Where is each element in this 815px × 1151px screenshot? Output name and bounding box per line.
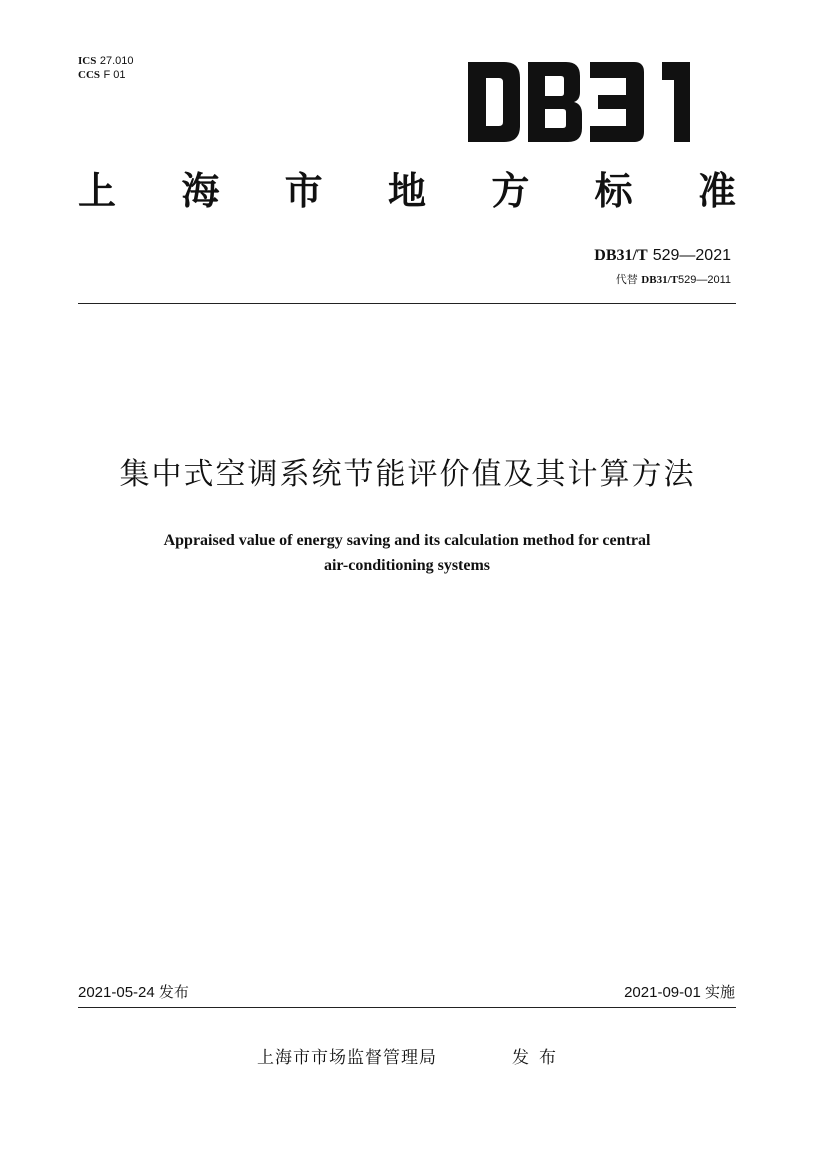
standard-number-prefix: DB31/T	[594, 247, 648, 264]
logo-letter-d	[468, 62, 520, 142]
replaces-label: 代替	[615, 273, 638, 286]
logo-letter-b	[528, 62, 582, 142]
issuing-authority: 上海市市场监督管理局	[257, 1048, 437, 1068]
ics-code: 27.010	[99, 55, 134, 67]
ccs-code-row	[78, 68, 134, 82]
document-title-chinese: 集中式空调系统节能评价值及其计算方法	[119, 457, 696, 492]
ics-label: ICS	[78, 55, 97, 67]
logo-digit-3	[590, 62, 644, 142]
authority-title	[78, 166, 736, 216]
ccs-code: F 01	[103, 69, 126, 81]
db31-logo	[466, 62, 692, 142]
logo-digit-1	[662, 62, 690, 142]
english-title-line-1: Appraised value of energy saving and its calculation method for central	[163, 532, 651, 549]
implementation-date: 2021-09-01 实施	[624, 984, 735, 1001]
english-title-line-2: air-conditioning systems	[323, 557, 491, 574]
authority-title-char: 海	[181, 169, 220, 213]
authority-title-char: 地	[387, 169, 426, 213]
replaces-standard	[616, 272, 731, 288]
issue-date: 2021-05-24 发布	[78, 984, 189, 1001]
footer-divider	[78, 1007, 736, 1008]
ics-code-row	[78, 54, 134, 68]
authority-title-char: 准	[697, 169, 736, 213]
document-title-english	[78, 528, 736, 578]
authority-title-char: 市	[284, 169, 323, 213]
classification-codes	[78, 54, 134, 82]
ccs-label: CCS	[78, 69, 101, 81]
authority-title-char: 方	[491, 169, 530, 213]
issuing-action: 发布	[512, 1048, 566, 1068]
authority-title-char: 上	[78, 169, 117, 213]
standard-number	[594, 245, 731, 266]
header-divider	[78, 303, 736, 304]
standard-number-value: 529—2021	[652, 247, 731, 264]
replaces-prefix: DB31/T	[641, 274, 678, 286]
authority-title-char: 标	[594, 169, 633, 213]
replaces-number: 529—2011	[677, 274, 731, 286]
